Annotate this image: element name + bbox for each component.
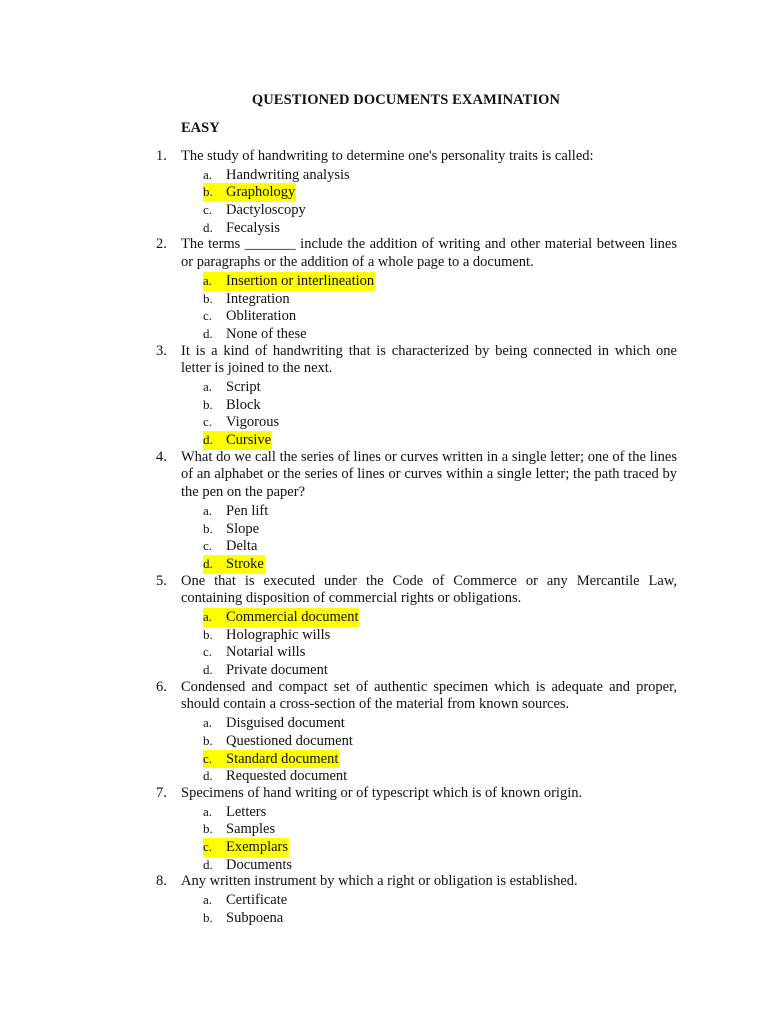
option-item: [203, 608, 768, 626]
option-item: [203, 396, 768, 414]
question-1: [0, 148, 768, 236]
question-8: [0, 873, 768, 926]
option-item: [203, 431, 768, 449]
option-letter: a.: [203, 803, 213, 819]
option-letter: b.: [203, 909, 213, 925]
option-text: Slope: [226, 520, 260, 537]
option-item: [203, 643, 768, 661]
question-text: Specimens of hand writing or of typescript which is of known origin.: [181, 784, 583, 801]
option-letter: c.: [203, 202, 213, 218]
option-text: Samples: [226, 821, 276, 838]
option-text: Standard document: [226, 750, 339, 767]
option-list: [0, 502, 768, 573]
option-letter: b.: [203, 396, 213, 412]
option-letter: b.: [203, 626, 213, 642]
option-text: Private document: [226, 662, 328, 679]
question-text: It is a kind of handwriting that is characterized by being connected in which one letter is joined to the next.: [181, 342, 677, 377]
option-text: Questioned document: [226, 732, 353, 749]
option-letter: b.: [203, 732, 213, 748]
option-letter: c.: [203, 750, 213, 766]
option-letter: a.: [203, 502, 213, 518]
option-letter: b.: [203, 821, 213, 837]
option-item: [203, 714, 768, 732]
option-text: Exemplars: [226, 839, 289, 856]
option-text: Fecalysis: [226, 219, 280, 236]
option-text: Holographic wills: [226, 626, 331, 643]
option-letter: b.: [203, 520, 213, 536]
option-text: Letters: [226, 803, 267, 820]
option-item: [203, 555, 768, 573]
option-letter: c.: [203, 414, 213, 430]
question-text: The study of handwriting to determine one's personality traits is called:: [181, 148, 594, 164]
option-text: Obliteration: [226, 308, 297, 325]
option-letter: d.: [203, 856, 213, 872]
question-number: 8.: [156, 873, 167, 890]
option-text: Block: [226, 396, 261, 413]
option-item: [203, 307, 768, 325]
option-item: [203, 838, 768, 856]
option-list: [0, 378, 768, 449]
option-item: [203, 201, 768, 219]
question-text: The terms _______ include the addition of writing and other material between lines or paragraphs or the addition of a whole page to a document.: [181, 236, 677, 271]
question-5: [0, 573, 768, 679]
option-text: Script: [226, 379, 261, 396]
option-letter: d.: [203, 662, 213, 678]
option-text: Stroke: [226, 555, 264, 572]
option-item: [203, 272, 768, 290]
option-text: Dactyloscopy: [226, 202, 306, 219]
option-text: Integration: [226, 290, 290, 307]
option-letter: d.: [203, 219, 213, 235]
option-list: [0, 608, 768, 679]
option-list: [0, 891, 768, 926]
option-text: Notarial wills: [226, 644, 306, 661]
option-text: Delta: [226, 538, 258, 555]
question-number: 2.: [156, 236, 167, 253]
document-title: QUESTIONED DOCUMENTS EXAMINATION: [251, 92, 561, 108]
option-item: [203, 502, 768, 520]
question-text: Any written instrument by which a right or obligation is established.: [181, 873, 578, 890]
option-item: [203, 537, 768, 555]
question-number: 4.: [156, 448, 167, 465]
option-item: [203, 520, 768, 538]
option-item: [203, 767, 768, 785]
option-item: [203, 909, 768, 927]
question-number: 7.: [156, 784, 167, 801]
question-4: [0, 449, 768, 573]
option-text: Vigorous: [226, 414, 280, 431]
option-text: Handwriting analysis: [226, 166, 350, 183]
question-number: 3.: [156, 342, 167, 359]
question-number: 5.: [156, 572, 167, 589]
option-item: [203, 732, 768, 750]
option-letter: c.: [203, 538, 213, 554]
option-list: [0, 272, 768, 343]
option-text: Commercial document: [226, 609, 359, 626]
option-list: [0, 166, 768, 237]
option-item: [203, 219, 768, 237]
option-text: None of these: [226, 325, 307, 342]
option-letter: b.: [203, 290, 213, 306]
question-2: [0, 236, 768, 342]
option-item: [203, 166, 768, 184]
option-list: [0, 714, 768, 785]
option-item: [203, 856, 768, 874]
question-number: 6.: [156, 678, 167, 695]
question-3: [0, 343, 768, 449]
option-item: [203, 290, 768, 308]
option-item: [203, 820, 768, 838]
option-item: [203, 661, 768, 679]
option-text: Documents: [226, 856, 293, 873]
option-letter: a.: [203, 379, 213, 395]
option-letter: c.: [203, 644, 213, 660]
option-item: [203, 803, 768, 821]
question-text: One that is executed under the Code of Commerce or any Mercantile Law, containing disposition of commercial rights or obligations.: [181, 572, 677, 607]
option-list: [0, 803, 768, 874]
option-letter: d.: [203, 768, 213, 784]
option-text: Certificate: [226, 892, 288, 909]
question-number: 1.: [156, 148, 167, 164]
option-letter: d.: [203, 432, 213, 448]
option-item: [203, 750, 768, 768]
question-6: [0, 679, 768, 785]
question-7: [0, 785, 768, 873]
option-letter: d.: [203, 555, 213, 571]
option-text: Graphology: [226, 184, 296, 201]
option-text: Cursive: [226, 432, 272, 449]
option-letter: d.: [203, 325, 213, 341]
option-letter: a.: [203, 715, 213, 731]
option-item: [203, 891, 768, 909]
question-text: Condensed and compact set of authentic specimen which is adequate and proper, should contain a cross-section of the material from known sources.: [181, 678, 677, 713]
question-list: [0, 148, 768, 926]
option-letter: c.: [203, 308, 213, 324]
option-item: [203, 183, 768, 201]
option-text: Insertion or interlineation: [226, 272, 375, 289]
option-letter: a.: [203, 892, 213, 908]
option-item: [203, 413, 768, 431]
question-text: What do we call the series of lines or curves written in a single letter; one of the lines of an alphabet or the series of lines or curves within a single letter; the path traced by the pen on the paper?: [181, 448, 677, 501]
option-text: Pen lift: [226, 502, 269, 519]
option-letter: b.: [203, 184, 213, 200]
option-letter: a.: [203, 609, 213, 625]
option-item: [203, 626, 768, 644]
option-letter: a.: [203, 272, 213, 288]
option-text: Disguised document: [226, 715, 345, 732]
option-text: Requested document: [226, 768, 348, 785]
option-item: [203, 378, 768, 396]
option-letter: a.: [203, 166, 213, 182]
option-letter: c.: [203, 839, 213, 855]
option-item: [203, 325, 768, 343]
section-heading: EASY: [181, 120, 220, 136]
option-text: Subpoena: [226, 909, 284, 926]
